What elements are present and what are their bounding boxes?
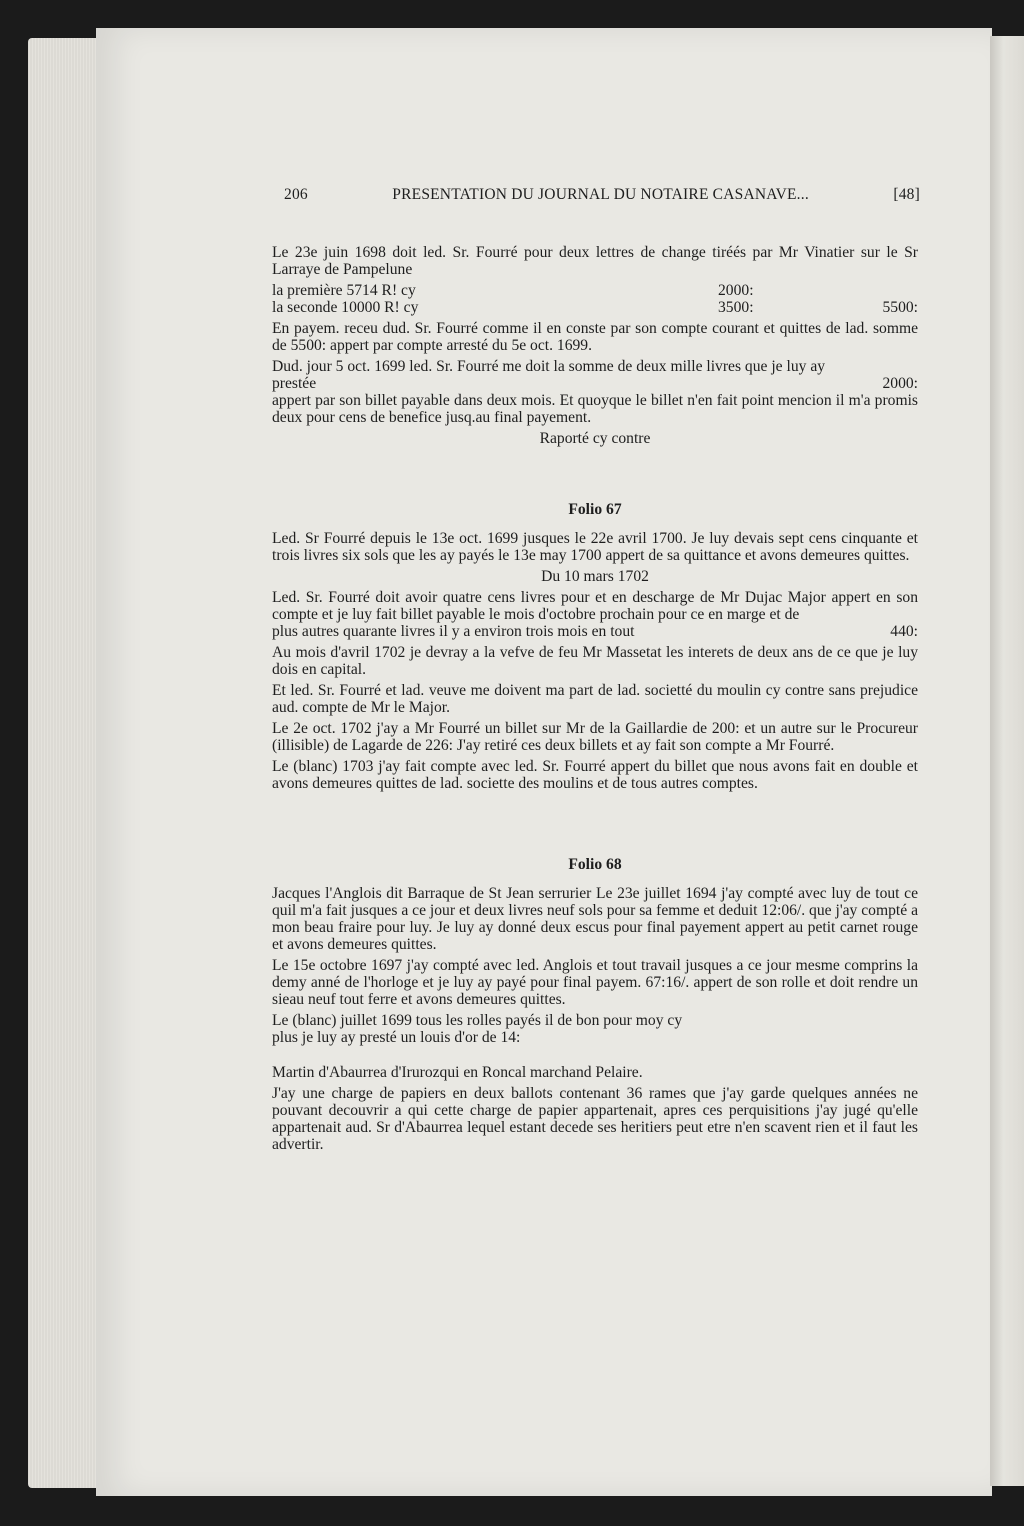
page-body [272, 244, 918, 1157]
folio67-p2: Led. Sr. Fourré doit avoir quatre cens livres pour et en descharge de Mr Dujac Major appert en son compte et je luy fait billet payable le mois d'octobre prochain pour ce en marge et de [272, 589, 918, 623]
ledger-label: la première 5714 R! cy [272, 282, 416, 299]
folio68-martin: Martin d'Abaurrea d'Irurozqui en Roncal marchand Pelaire. [272, 1064, 643, 1081]
folio68-p4: J'ay une charge de papiers en deux ballots contenant 36 rames que j'ay garde quelques années ne pouvant decouvrir a qui cette charge de papier appartenait, apres ces perquisitions j'ay jugé qu'elle appartenait aud. Sr d'Abaurrea lequel estant decede ses heritiers peut etre n'en scavent rien et il faut les advertir. [272, 1085, 918, 1153]
folio67-p3: Au mois d'avril 1702 je devray a la vefve de feu Mr Massetat les interets de deux ans de ce que je luy dois en capital. [272, 644, 918, 678]
folio67-p2-last [272, 623, 918, 640]
ledger-amount: 2000: [718, 282, 754, 299]
p2-last-text: plus autres quarante livres il y a environ trois mois en tout [272, 623, 635, 640]
folio-67-title: Folio 67 [568, 501, 622, 518]
entry-intro: Le 23e juin 1698 doit led. Sr. Fourré pour deux lettres de change tiréés par Mr Vinatier sur le Sr Larraye de Pampelune [272, 244, 918, 278]
ledger-row-1 [272, 282, 918, 299]
folio67-p5: Le 2e oct. 1702 j'ay a Mr Fourré un billet sur Mr de la Gaillardie de 200: et un autre sur le Procureur (illisible) de Lagarde de 226: J'ay retiré ces deux billets et ay fait son compte a Mr Fourré. [272, 720, 918, 754]
ledger-row-2 [272, 299, 918, 316]
folio67-date: Du 10 mars 1702 [541, 568, 649, 585]
entry-dud: Dud. jour 5 oct. 1699 led. Sr. Fourré me doit la somme de deux mille livres que je luy ay [272, 358, 826, 375]
page-number: 206 [284, 186, 308, 203]
prestee-label: prestée [272, 375, 317, 392]
folio68-p2: Le 15e octobre 1697 j'ay compté avec led. Anglois et tout travail jusques a ce jour mesme comprins la demy anné de l'horloge et je luy ay payé pour final payem. 67:16/. appert de son rolle et doit rendre un sieau neuf tout ferre et avons demeures quittes. [272, 957, 918, 1008]
folio68-p3a: Le (blanc) juillet 1699 tous les rolles payés il de bon pour moy cy [272, 1012, 683, 1029]
folio67-p4: Et led. Sr. Fourré et lad. veuve me doivent ma part de lad. societté du moulin cy contre sans prejudice aud. compte de Mr le Major. [272, 682, 918, 716]
folio-68-title: Folio 68 [568, 856, 622, 873]
ledger-amount: 3500: [718, 299, 754, 316]
folio67-p1: Led. Sr Fourré depuis le 13e oct. 1699 jusques le 22e avril 1700. Je luy devais sept cens cinquante et trois livres six sols que les ay payés le 13e may 1700 appert de sa quittance et avons demeures quittes. [272, 530, 918, 564]
prestee-amount: 2000: [882, 375, 918, 392]
raporte-line: Raporté cy contre [539, 430, 651, 447]
entry-prestee [272, 375, 918, 392]
folio67-p6: Le (blanc) 1703 j'ay fait compte avec led. Sr. Fourré appert du billet que nous avons fait en double et avons demeures quittes de lad. societte des moulins et de tous autres comptes. [272, 758, 918, 792]
folio68-p1: Jacques l'Anglois dit Barraque de St Jean serrurier Le 23e juillet 1694 j'ay compté avec luy de tout ce quil m'a fait jusques a ce jour et deux livres neuf sols pour sa femme et deduit 12:06/. que j'ay compté a mon beau fraire pour luy. Je luy ay donné deux escus pour final payement appert au petit carnet rouge et avons demeures quittes. [272, 885, 918, 953]
entry-billet: appert par son billet payable dans deux mois. Et quoyque le billet n'en fait point mencion il m'a promis deux pour cens de benefice jusq.au final payement. [272, 392, 918, 426]
facing-page-edge [990, 36, 1024, 1486]
header-title: PRESENTATION DU JOURNAL DU NOTAIRE CASANAVE... [392, 186, 809, 203]
entry-payment: En payem. receu dud. Sr. Fourré comme il en conste par son compte courant et quittes de lad. somme de 5500: appert par compte arresté du 5e oct. 1699. [272, 320, 918, 354]
running-header [284, 186, 920, 204]
header-bracket: [48] [893, 186, 920, 203]
p2-amount: 440: [890, 623, 918, 640]
ledger-total: 5500: [882, 299, 918, 316]
ledger-label: la seconde 10000 R! cy [272, 299, 419, 316]
folio68-p3b: plus je luy ay presté un louis d'or de 14: [272, 1029, 521, 1046]
